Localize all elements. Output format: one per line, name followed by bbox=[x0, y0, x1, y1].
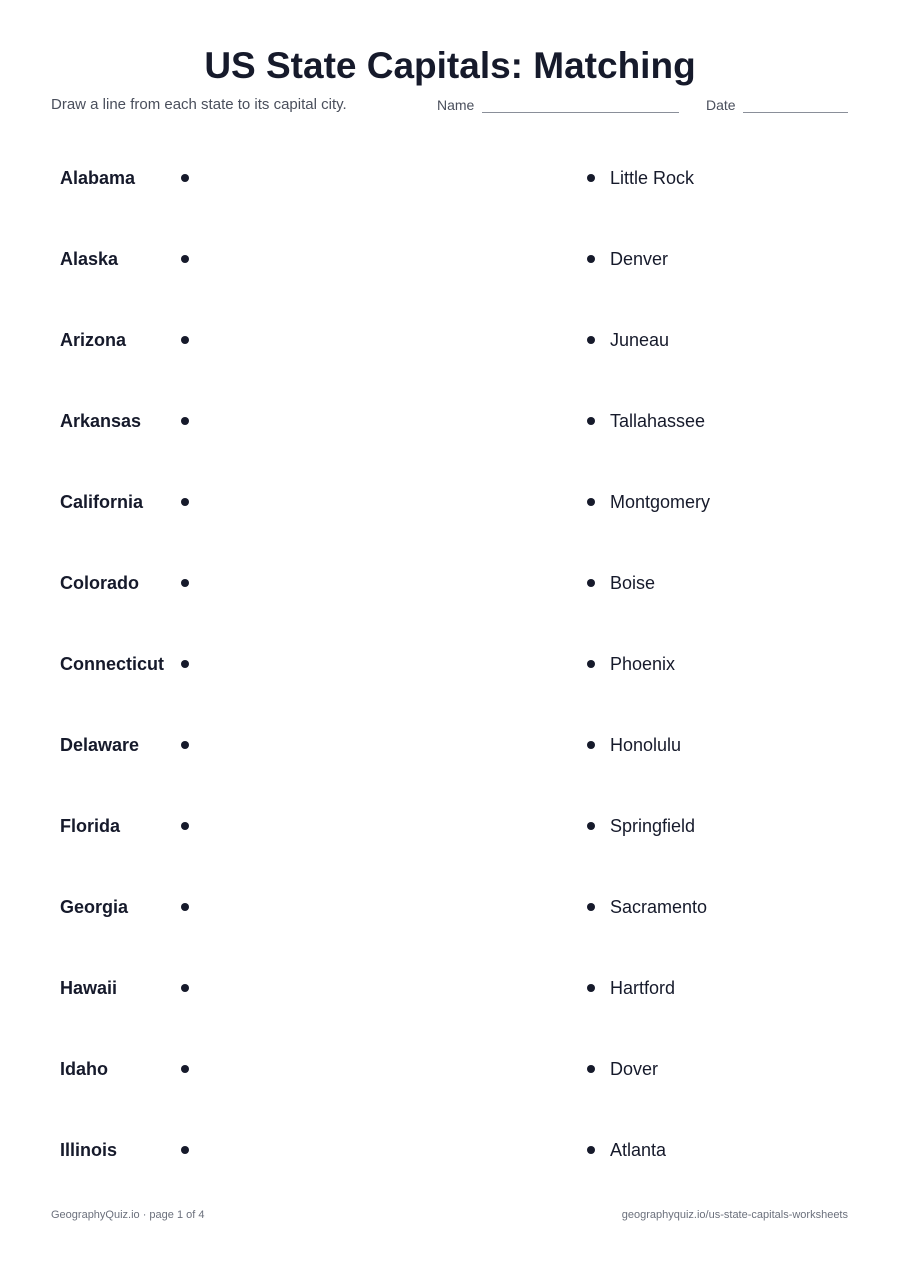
state-label: Georgia bbox=[60, 897, 129, 917]
state-connector-dot[interactable] bbox=[181, 660, 189, 668]
match-row bbox=[0, 218, 900, 299]
match-row bbox=[0, 299, 900, 380]
state-label: Alaska bbox=[60, 249, 119, 269]
capital-label: Honolulu bbox=[610, 735, 682, 755]
capital-label: Hartford bbox=[610, 978, 676, 998]
capital-label: Phoenix bbox=[610, 654, 676, 674]
match-row bbox=[0, 380, 900, 461]
capital-label: Juneau bbox=[610, 330, 670, 350]
name-label: Name bbox=[437, 97, 475, 113]
capital-label: Denver bbox=[610, 249, 669, 269]
state-connector-dot[interactable] bbox=[181, 255, 189, 263]
worksheet-title: US State Capitals: Matching bbox=[204, 45, 696, 86]
state-connector-dot[interactable] bbox=[181, 1146, 189, 1154]
state-label: Hawaii bbox=[60, 978, 118, 998]
capital-connector-dot[interactable] bbox=[587, 822, 595, 830]
state-label: Delaware bbox=[60, 735, 140, 755]
state-label: Arizona bbox=[60, 330, 127, 350]
state-connector-dot[interactable] bbox=[181, 984, 189, 992]
match-row bbox=[0, 623, 900, 704]
state-label: Connecticut bbox=[60, 654, 165, 674]
date-field-line[interactable] bbox=[743, 112, 848, 113]
state-label: Arkansas bbox=[60, 411, 142, 431]
state-connector-dot[interactable] bbox=[181, 1065, 189, 1073]
date-label: Date bbox=[706, 97, 736, 113]
state-connector-dot[interactable] bbox=[181, 498, 189, 506]
footer-url: geographyquiz.io/us-state-capitals-worksheets bbox=[621, 1209, 848, 1221]
capital-connector-dot[interactable] bbox=[587, 579, 595, 587]
state-label: Colorado bbox=[60, 573, 139, 593]
capital-connector-dot[interactable] bbox=[587, 417, 595, 425]
capital-label: Little Rock bbox=[610, 168, 695, 188]
footer-page-info: GeographyQuiz.io · page 1 of 4 bbox=[51, 1209, 205, 1221]
capital-connector-dot[interactable] bbox=[587, 174, 595, 182]
state-connector-dot[interactable] bbox=[181, 579, 189, 587]
capital-label: Sacramento bbox=[610, 897, 708, 917]
match-row bbox=[0, 137, 900, 218]
capital-connector-dot[interactable] bbox=[587, 336, 595, 344]
state-label: Illinois bbox=[60, 1140, 118, 1160]
match-row bbox=[0, 461, 900, 542]
capital-label: Springfield bbox=[610, 816, 696, 836]
capital-connector-dot[interactable] bbox=[587, 984, 595, 992]
instructions-text: Draw a line from each state to its capital city. bbox=[51, 96, 347, 113]
capital-label: Montgomery bbox=[610, 492, 711, 512]
match-row bbox=[0, 1109, 900, 1190]
state-connector-dot[interactable] bbox=[181, 174, 189, 182]
state-label: California bbox=[60, 492, 144, 512]
match-row bbox=[0, 704, 900, 785]
state-connector-dot[interactable] bbox=[181, 741, 189, 749]
match-row bbox=[0, 542, 900, 623]
capital-label: Atlanta bbox=[610, 1140, 667, 1160]
state-connector-dot[interactable] bbox=[181, 336, 189, 344]
match-row bbox=[0, 866, 900, 947]
capital-connector-dot[interactable] bbox=[587, 660, 595, 668]
state-label: Idaho bbox=[60, 1059, 108, 1079]
match-row bbox=[0, 785, 900, 866]
match-row bbox=[0, 947, 900, 1028]
capital-label: Tallahassee bbox=[610, 411, 706, 431]
capital-label: Boise bbox=[610, 573, 656, 593]
matching-area bbox=[0, 137, 900, 1187]
state-connector-dot[interactable] bbox=[181, 903, 189, 911]
name-field-line[interactable] bbox=[482, 112, 679, 113]
capital-connector-dot[interactable] bbox=[587, 255, 595, 263]
state-label: Alabama bbox=[60, 168, 136, 188]
capital-connector-dot[interactable] bbox=[587, 903, 595, 911]
state-connector-dot[interactable] bbox=[181, 822, 189, 830]
state-connector-dot[interactable] bbox=[181, 417, 189, 425]
capital-connector-dot[interactable] bbox=[587, 741, 595, 749]
capital-connector-dot[interactable] bbox=[587, 498, 595, 506]
match-row bbox=[0, 1028, 900, 1109]
capital-connector-dot[interactable] bbox=[587, 1146, 595, 1154]
capital-connector-dot[interactable] bbox=[587, 1065, 595, 1073]
state-label: Florida bbox=[60, 816, 121, 836]
capital-label: Dover bbox=[610, 1059, 659, 1079]
